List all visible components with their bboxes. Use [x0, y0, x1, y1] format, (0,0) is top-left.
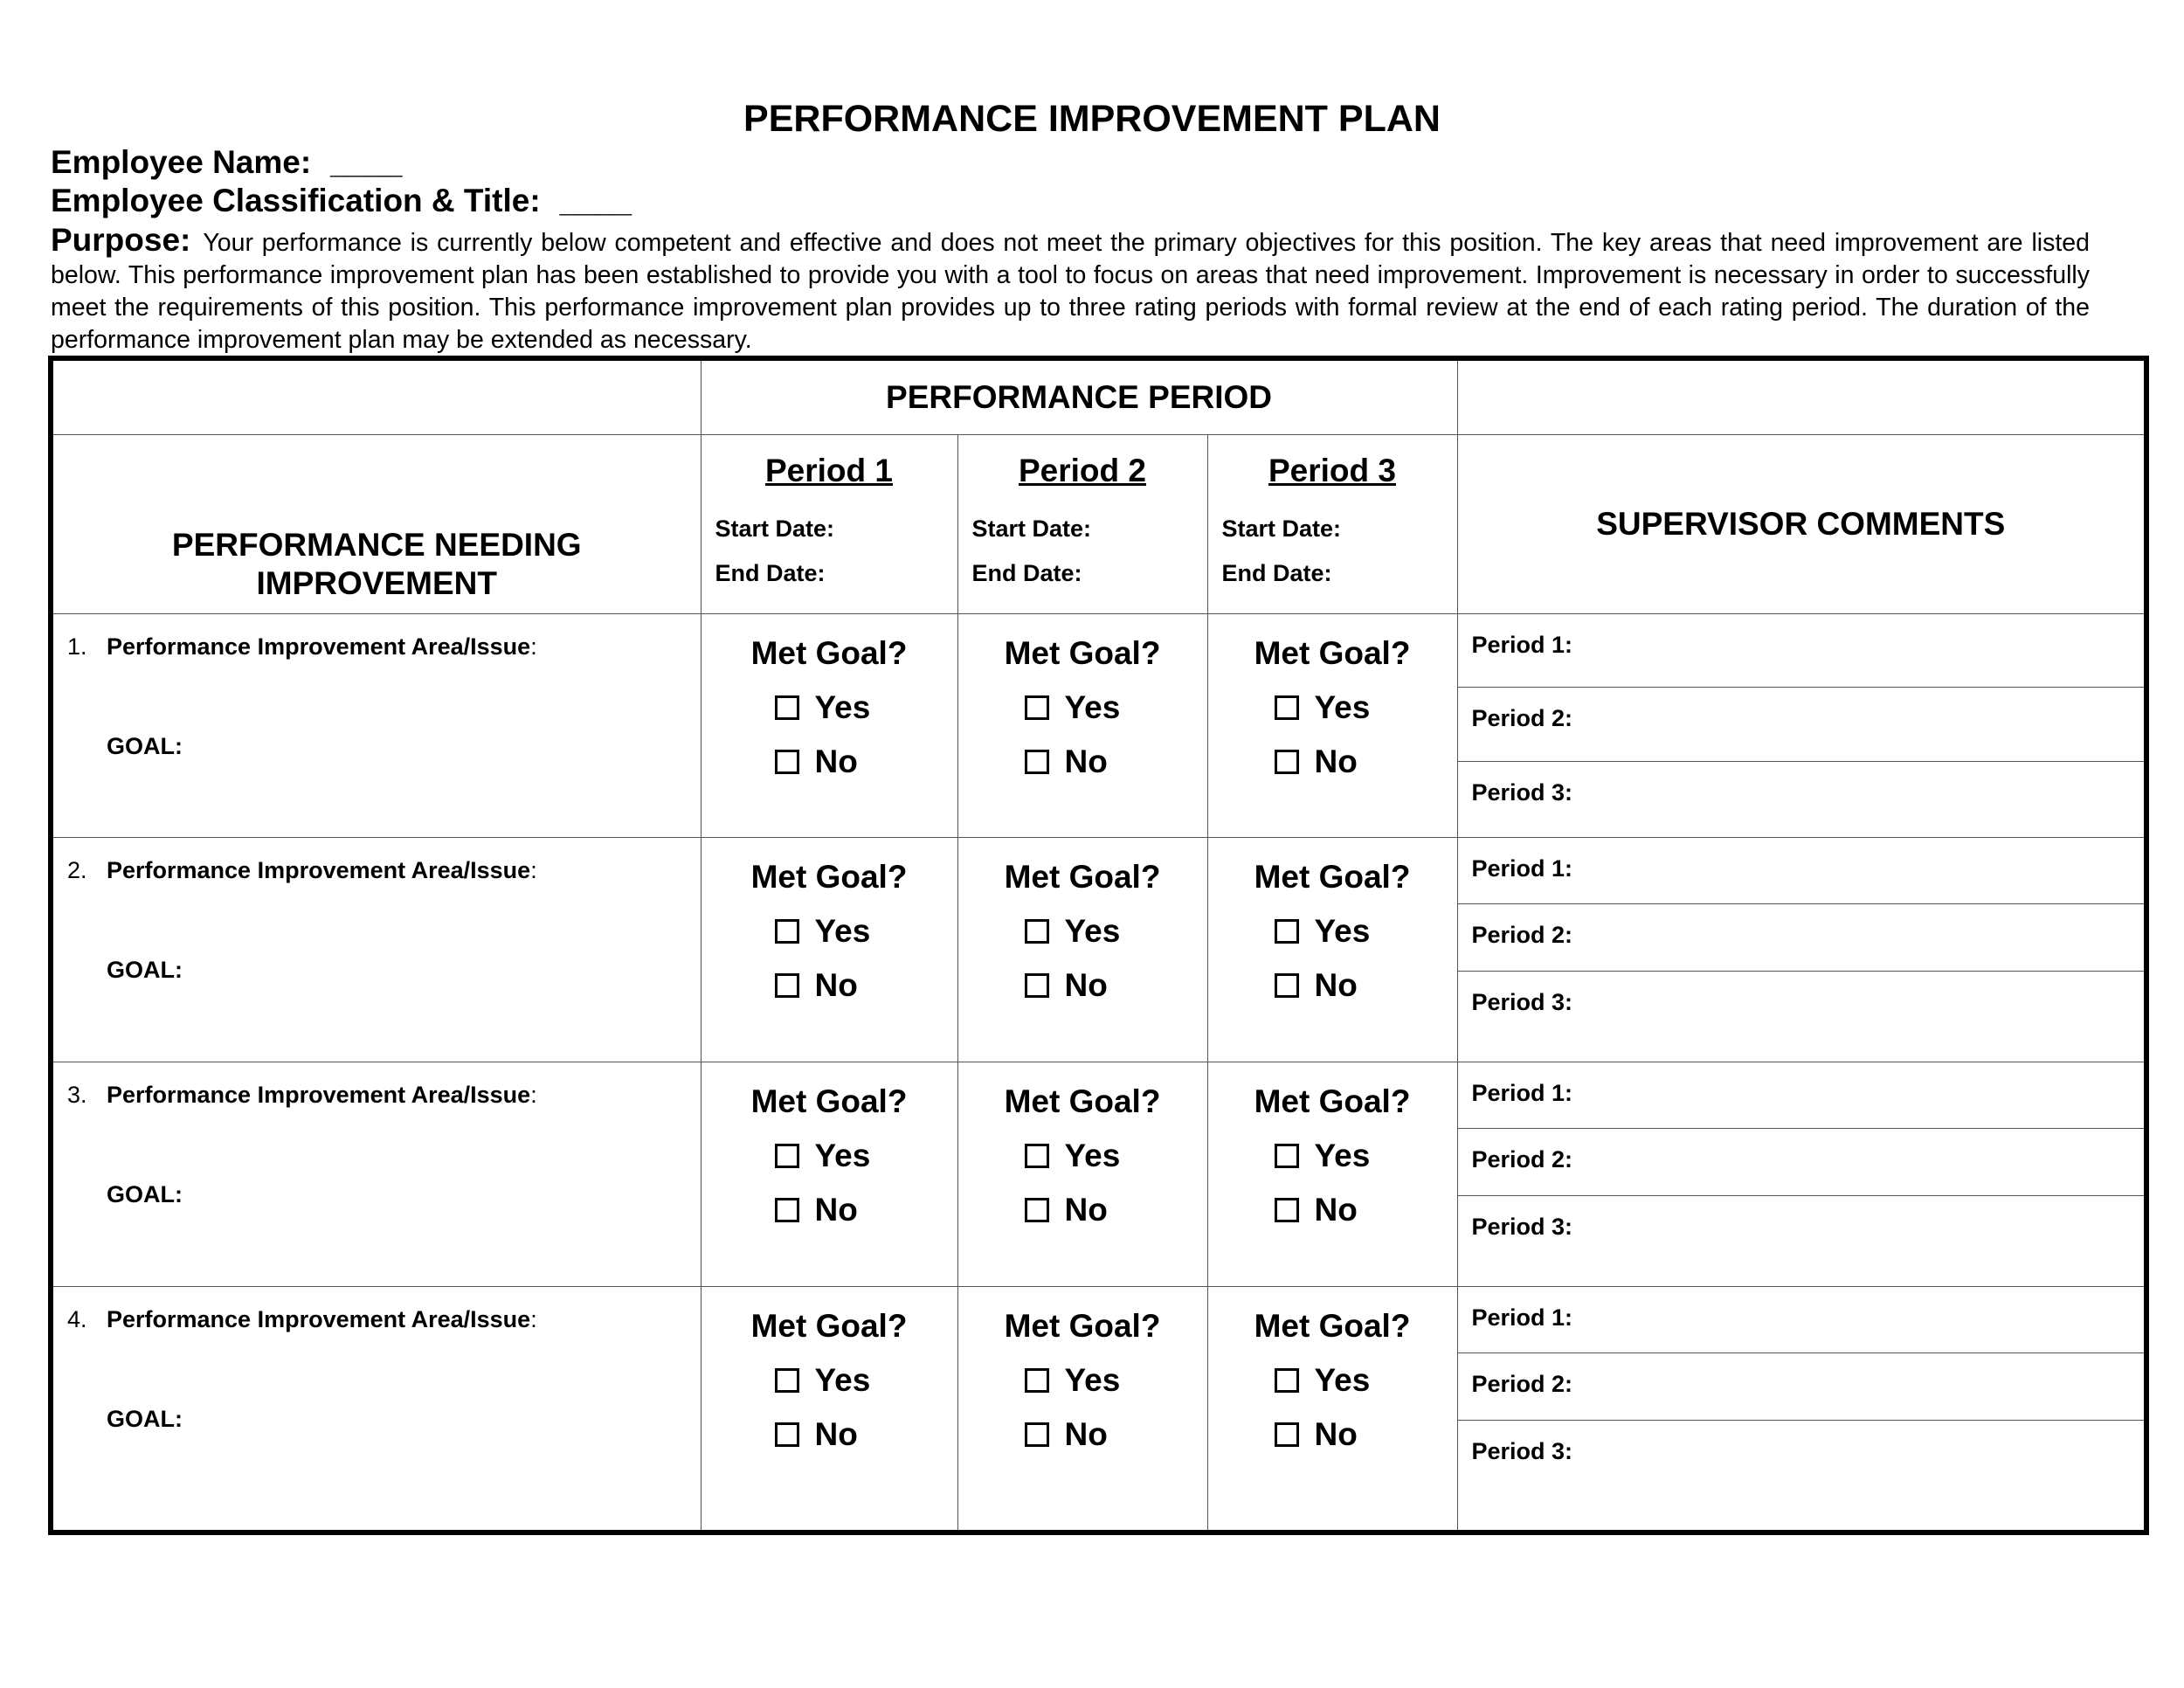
yes-label: Yes: [1314, 1138, 1371, 1173]
no-option[interactable]: [958, 744, 1207, 780]
met-goal-cell: [701, 1287, 957, 1533]
no-option[interactable]: [1208, 744, 1457, 780]
comment-period-label: Period 2:: [1471, 1371, 1573, 1397]
goal-label: GOAL:: [107, 1181, 183, 1207]
goal-label: GOAL:: [107, 1406, 183, 1432]
checkbox-icon[interactable]: [1025, 919, 1049, 944]
no-label: No: [1314, 967, 1358, 1003]
checkbox-icon[interactable]: [1275, 1368, 1299, 1393]
yes-option[interactable]: [702, 689, 957, 726]
employee-name-line: [51, 144, 402, 181]
table-header-row-1: [51, 358, 2146, 435]
yes-label: Yes: [1064, 1138, 1121, 1173]
checkbox-icon[interactable]: [1025, 1422, 1049, 1447]
met-goal-label: Met Goal?: [1004, 1083, 1161, 1119]
yes-option[interactable]: [1208, 689, 1457, 726]
comment-field[interactable]: [1458, 1421, 2145, 1530]
issue-cell[interactable]: [51, 1287, 701, 1533]
comment-field[interactable]: [1458, 688, 2145, 762]
issue-label: Performance Improvement Area/Issue: [107, 1082, 531, 1108]
met-goal-label: Met Goal?: [750, 635, 908, 671]
end-date-label[interactable]: End Date:: [715, 560, 826, 586]
comment-period-label: Period 3:: [1471, 779, 1573, 806]
goal-label: GOAL:: [107, 733, 183, 759]
comment-period-label: Period 2:: [1471, 1146, 1573, 1173]
comment-field[interactable]: [1458, 838, 2145, 904]
met-goal-cell: [957, 1287, 1207, 1533]
yes-option[interactable]: [702, 913, 957, 950]
checkbox-icon[interactable]: [775, 1144, 799, 1168]
row-number: 1.: [67, 633, 87, 660]
purpose-paragraph: [51, 224, 2090, 356]
checkbox-icon[interactable]: [1275, 750, 1299, 774]
met-goal-label: Met Goal?: [1254, 635, 1411, 671]
checkbox-icon[interactable]: [1275, 1198, 1299, 1222]
met-goal-label: Met Goal?: [1254, 859, 1411, 895]
issue-cell[interactable]: [51, 1062, 701, 1287]
employee-title-line: [51, 183, 632, 219]
no-label: No: [1314, 1416, 1358, 1452]
supervisor-comments-cell: [1457, 838, 2146, 1062]
no-option[interactable]: [1208, 967, 1457, 1004]
checkbox-icon[interactable]: [775, 973, 799, 998]
table-row: [51, 1287, 2146, 1533]
comment-field[interactable]: [1458, 904, 2145, 972]
yes-option[interactable]: [1208, 913, 1457, 950]
start-date-label[interactable]: Start Date:: [1221, 515, 1342, 542]
comment-field[interactable]: [1458, 1353, 2145, 1421]
issue-colon: :: [530, 1306, 537, 1332]
comment-period-label: Period 1:: [1471, 1080, 1573, 1106]
checkbox-icon[interactable]: [1025, 1144, 1049, 1168]
no-option[interactable]: [702, 744, 957, 780]
yes-label: Yes: [814, 689, 871, 725]
issue-label: Performance Improvement Area/Issue: [107, 857, 531, 883]
no-label: No: [1314, 744, 1358, 779]
issue-colon: :: [530, 857, 537, 883]
checkbox-icon[interactable]: [1275, 1422, 1299, 1447]
comment-field[interactable]: [1458, 1287, 2145, 1353]
checkbox-icon[interactable]: [1025, 1198, 1049, 1222]
comment-field[interactable]: [1458, 972, 2145, 1062]
comment-field[interactable]: [1458, 614, 2145, 688]
yes-option[interactable]: [958, 1362, 1207, 1399]
no-label: No: [1064, 1192, 1108, 1228]
issue-cell[interactable]: [51, 614, 701, 838]
performance-period-header: PERFORMANCE PERIOD: [701, 358, 1457, 435]
comment-period-label: Period 1:: [1471, 855, 1573, 882]
supervisor-comments-cell: [1457, 1287, 2146, 1533]
row-number: 4.: [67, 1306, 87, 1332]
end-date-label[interactable]: End Date:: [1221, 560, 1332, 586]
end-date-label[interactable]: End Date:: [971, 560, 1082, 586]
plan-table: [48, 356, 2149, 1535]
table-header-row-2: [51, 435, 2146, 614]
no-label: No: [1314, 1192, 1358, 1228]
period-title: Period 1: [765, 453, 893, 488]
no-option[interactable]: [1208, 1416, 1457, 1453]
supervisor-comments-cell: [1457, 1062, 2146, 1287]
comment-field[interactable]: [1458, 1062, 2145, 1129]
yes-option[interactable]: [1208, 1362, 1457, 1399]
period-title: Period 3: [1268, 453, 1396, 488]
yes-label: Yes: [814, 1362, 871, 1398]
met-goal-cell: [1207, 1062, 1457, 1287]
yes-label: Yes: [1314, 689, 1371, 725]
checkbox-icon[interactable]: [1275, 1144, 1299, 1168]
comment-field[interactable]: [1458, 1129, 2145, 1196]
comment-field[interactable]: [1458, 1196, 2145, 1286]
met-goal-label: Met Goal?: [750, 1083, 908, 1119]
no-label: No: [814, 1192, 858, 1228]
met-goal-cell: [957, 614, 1207, 838]
yes-label: Yes: [814, 913, 871, 949]
yes-label: Yes: [1314, 913, 1371, 949]
page-title: PERFORMANCE IMPROVEMENT PLAN: [743, 98, 1441, 140]
no-option[interactable]: [958, 967, 1207, 1004]
checkbox-icon[interactable]: [1275, 973, 1299, 998]
no-label: No: [1064, 967, 1108, 1003]
met-goal-cell: [957, 838, 1207, 1062]
checkbox-icon[interactable]: [775, 750, 799, 774]
employee-name-label: Employee Name:: [51, 144, 312, 180]
met-goal-cell: [1207, 1287, 1457, 1533]
empty-header-cell: [51, 358, 701, 435]
no-label: No: [814, 1416, 858, 1452]
employee-title-field[interactable]: ____: [559, 183, 632, 218]
met-goal-cell: [701, 838, 957, 1062]
met-goal-cell: [701, 614, 957, 838]
yes-label: Yes: [1314, 1362, 1371, 1398]
period-title: Period 2: [1019, 453, 1146, 488]
no-option[interactable]: [958, 1192, 1207, 1228]
met-goal-cell: [1207, 614, 1457, 838]
goal-label: GOAL:: [107, 957, 183, 983]
checkbox-icon[interactable]: [775, 1368, 799, 1393]
comment-field[interactable]: [1458, 762, 2145, 837]
purpose-label: Purpose:: [51, 222, 191, 258]
checkbox-icon[interactable]: [775, 695, 799, 720]
yes-option[interactable]: [702, 1138, 957, 1174]
comment-period-label: Period 1:: [1471, 632, 1573, 658]
supervisor-comments-cell: [1457, 614, 2146, 838]
met-goal-label: Met Goal?: [1254, 1308, 1411, 1344]
empty-header-cell: [1457, 358, 2146, 435]
table-row: [51, 614, 2146, 838]
no-label: No: [814, 967, 858, 1003]
table-row: [51, 1062, 2146, 1287]
no-option[interactable]: [1208, 1192, 1457, 1228]
row-number: 2.: [67, 857, 87, 883]
yes-label: Yes: [814, 1138, 871, 1173]
met-goal-label: Met Goal?: [750, 859, 908, 895]
no-option[interactable]: [702, 1192, 957, 1228]
no-label: No: [814, 744, 858, 779]
met-goal-label: Met Goal?: [1004, 1308, 1161, 1344]
checkbox-icon[interactable]: [775, 919, 799, 944]
met-goal-label: Met Goal?: [1004, 859, 1161, 895]
checkbox-icon[interactable]: [1275, 695, 1299, 720]
no-label: No: [1064, 1416, 1108, 1452]
row-number: 3.: [67, 1082, 87, 1108]
checkbox-icon[interactable]: [775, 1422, 799, 1447]
comment-period-label: Period 3:: [1471, 1438, 1573, 1464]
start-date-label[interactable]: Start Date:: [971, 515, 1092, 542]
employee-title-label: Employee Classification & Title:: [51, 183, 541, 218]
period-header-3: [1207, 435, 1457, 614]
met-goal-cell: [701, 1062, 957, 1287]
yes-label: Yes: [1064, 689, 1121, 725]
comment-period-label: Period 3:: [1471, 989, 1573, 1015]
issue-label: Performance Improvement Area/Issue: [107, 633, 531, 660]
checkbox-icon[interactable]: [1025, 1368, 1049, 1393]
needing-improvement-header: PERFORMANCE NEEDING IMPROVEMENT: [51, 435, 701, 614]
issue-colon: :: [530, 1082, 537, 1108]
comment-period-label: Period 2:: [1471, 705, 1573, 731]
yes-option[interactable]: [702, 1362, 957, 1399]
yes-option[interactable]: [958, 689, 1207, 726]
issue-label: Performance Improvement Area/Issue: [107, 1306, 531, 1332]
met-goal-cell: [1207, 838, 1457, 1062]
yes-label: Yes: [1064, 913, 1121, 949]
comment-period-label: Period 1:: [1471, 1304, 1573, 1331]
period-header-1: [701, 435, 957, 614]
employee-name-field[interactable]: ____: [330, 144, 403, 180]
checkbox-icon[interactable]: [775, 1198, 799, 1222]
purpose-text: Your performance is currently below competent and effective and does not meet the primary objectives for this position. The key areas that need improvement are listed below. This performance improvement plan has been established to provide you with a tool to focus on areas that need improvement. Improvement is necessary in order to successfully meet the requirements of this position. This performance improvement plan provides up to three rating periods with formal review at the end of each rating period. The duration of the performance improvement plan may be extended as necessary.: [51, 229, 2090, 354]
no-option[interactable]: [958, 1416, 1207, 1453]
yes-option[interactable]: [958, 1138, 1207, 1174]
issue-colon: :: [530, 633, 537, 660]
comment-period-label: Period 3:: [1471, 1214, 1573, 1240]
checkbox-icon[interactable]: [1025, 695, 1049, 720]
met-goal-cell: [957, 1062, 1207, 1287]
no-label: No: [1064, 744, 1108, 779]
no-option[interactable]: [702, 1416, 957, 1453]
period-header-2: [957, 435, 1207, 614]
met-goal-label: Met Goal?: [1254, 1083, 1411, 1119]
supervisor-comments-header: SUPERVISOR COMMENTS: [1457, 435, 2146, 614]
yes-option[interactable]: [1208, 1138, 1457, 1174]
met-goal-label: Met Goal?: [750, 1308, 908, 1344]
yes-label: Yes: [1064, 1362, 1121, 1398]
checkbox-icon[interactable]: [1025, 750, 1049, 774]
checkbox-icon[interactable]: [1025, 973, 1049, 998]
no-option[interactable]: [702, 967, 957, 1004]
met-goal-label: Met Goal?: [1004, 635, 1161, 671]
checkbox-icon[interactable]: [1275, 919, 1299, 944]
yes-option[interactable]: [958, 913, 1207, 950]
table-row: [51, 838, 2146, 1062]
start-date-label[interactable]: Start Date:: [715, 515, 835, 542]
issue-cell[interactable]: [51, 838, 701, 1062]
comment-period-label: Period 2:: [1471, 922, 1573, 948]
